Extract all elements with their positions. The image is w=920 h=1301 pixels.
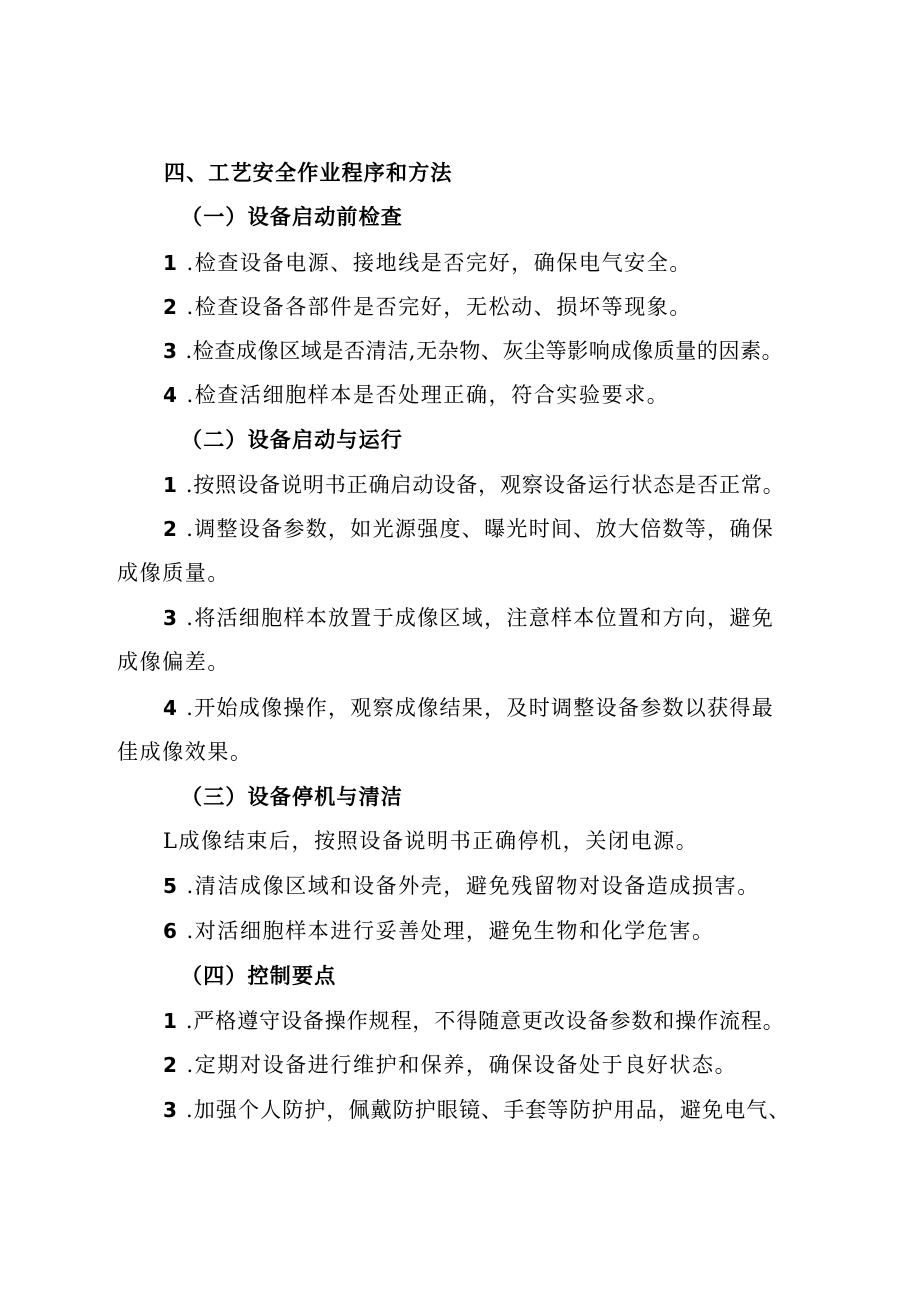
subsection-title-2: （二）设备启动与运行	[181, 428, 403, 452]
item-number: 4	[163, 383, 179, 407]
list-item-continuation: 成像偏差。	[117, 650, 230, 674]
item-text: .检查活细胞样本是否处理正确，符合实验要求。	[186, 383, 670, 407]
list-item	[163, 1007, 785, 1035]
list-item: L成像结束后，按照设备说明书正确停机，关闭电源。	[163, 829, 699, 853]
item-number: 4	[163, 696, 179, 720]
list-item	[163, 249, 692, 277]
list-item	[163, 917, 715, 945]
item-text: .清洁成像区域和设备外壳，避免残留物对设备造成损害。	[186, 874, 760, 898]
item-text: .按照设备说明书正确启动设备，观察设备运行状态是否正常。	[185, 473, 785, 497]
list-item-continuation: 佳成像效果。	[117, 740, 253, 764]
item-number: 3	[163, 1098, 179, 1122]
item-number: 3	[163, 606, 179, 630]
item-text: .严格遵守设备操作规程，不得随意更改设备参数和操作流程。	[185, 1009, 785, 1033]
item-text: .开始成像操作，观察成像结果，及时调整设备参数以获得最	[186, 696, 774, 720]
item-text: .检查设备各部件是否完好，无松动、损坏等现象。	[186, 295, 693, 319]
item-number: 2	[163, 1053, 179, 1077]
item-number: 2	[163, 295, 179, 319]
subsection-title-1: （一）设备启动前检查	[181, 205, 403, 229]
list-item	[163, 515, 774, 543]
list-item	[163, 337, 783, 365]
item-text: .调整设备参数，如光源强度、曝光时间、放大倍数等，确保	[186, 517, 774, 541]
item-text: .检查设备电源、接地线是否完好，确保电气安全。	[186, 251, 693, 275]
item-text: .对活细胞样本进行妥善处理，避免生物和化学危害。	[186, 919, 715, 943]
list-item	[163, 872, 760, 900]
item-number: 5	[163, 874, 179, 898]
list-item	[163, 604, 774, 632]
item-number: 6	[163, 919, 179, 943]
section-title: 四、工艺安全作业程序和方法	[164, 161, 453, 185]
item-number: 1	[163, 251, 179, 275]
list-item	[163, 1096, 791, 1124]
list-item	[163, 694, 774, 722]
item-number: 1	[163, 473, 178, 497]
list-item	[163, 1051, 737, 1079]
subsection-title-4: （四）控制要点	[181, 964, 337, 988]
list-item	[163, 381, 669, 409]
subsection-title-3: （三）设备停机与清洁	[181, 785, 403, 809]
item-text: .定期对设备进行维护和保养，确保设备处于良好状态。	[186, 1053, 738, 1077]
item-text: .检查成像区域是否清洁,无杂物、灰尘等影响成像质量的因素。	[185, 339, 784, 363]
item-number: 1	[163, 1009, 178, 1033]
item-number: 3	[163, 339, 178, 363]
item-text: .加强个人防护，佩戴防护眼镜、手套等防护用品，避免电气、	[186, 1098, 791, 1122]
list-item-continuation: 成像质量。	[117, 561, 230, 585]
item-number: 2	[163, 517, 179, 541]
list-item	[163, 471, 785, 499]
item-text: .将活细胞样本放置于成像区域，注意样本位置和方向，避免	[186, 606, 774, 630]
list-item	[163, 293, 692, 321]
